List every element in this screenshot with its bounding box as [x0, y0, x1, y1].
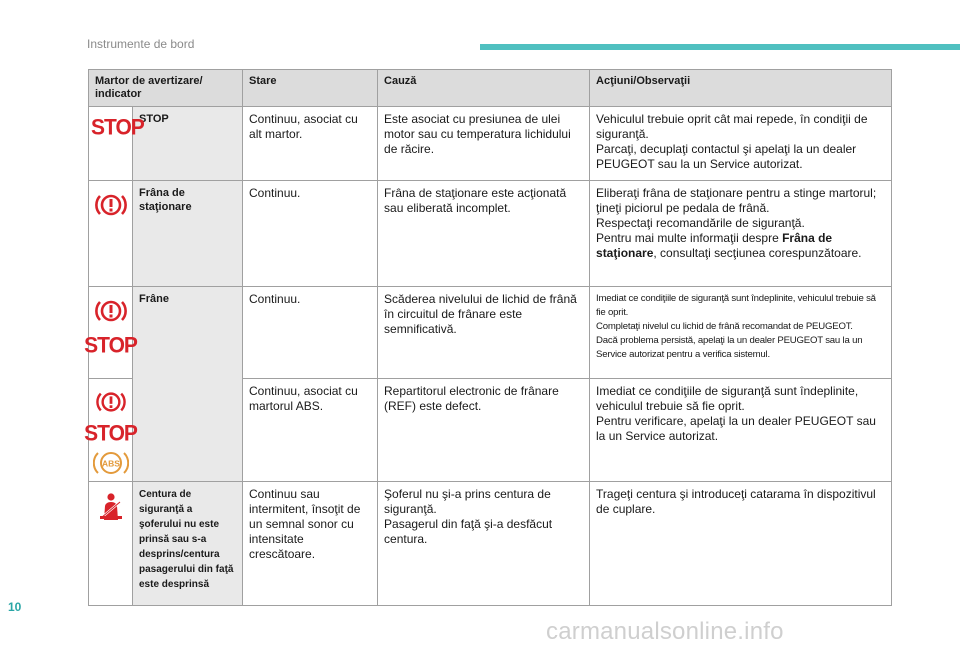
cause-cell: Şoferul nu şi-a prins centura de siguranţă. Pasagerul din faţă şi-a desfăcut centura.	[378, 482, 590, 606]
indicator-name: Centura de siguranţă a şoferului nu este prinsă sau s-a desprins/centura pasagerului din faţă este desprinsă	[133, 482, 243, 606]
brake-warning-icon	[94, 191, 128, 223]
warning-lights-table	[84, 69, 892, 606]
section-title: Instrumente de bord	[87, 37, 195, 51]
header-indicator: Martor de avertizare/ indicator	[89, 70, 243, 107]
table-row	[89, 287, 892, 379]
cause-cell: Repartitorul electronic de frânare (REF) este defect.	[378, 379, 590, 482]
abs-icon-label: ABS	[101, 458, 120, 469]
page-number: 10	[8, 600, 22, 614]
icon-cell	[89, 181, 133, 287]
brake-warning-icon	[94, 389, 128, 419]
header-state: Stare	[243, 70, 378, 107]
indicator-name: STOP	[133, 107, 243, 181]
seatbelt-icon	[98, 492, 124, 526]
stop-icon: STOP	[91, 115, 144, 140]
state-cell: Continuu, asociat cu martorul ABS.	[243, 379, 378, 482]
header-cause: Cauză	[378, 70, 590, 107]
action-cell: Vehiculul trebuie oprit cât mai repede, în condiţii de siguranţă. Parcaţi, decuplaţi contactul şi apelaţi la un dealer PEUGEOT sau la un Service autorizat.	[590, 107, 892, 181]
brake-warning-icon	[94, 297, 128, 329]
action-text: Eliberaţi frâna de staţionare pentru a stinge martorul; ţineţi piciorul pe pedala de frână. Respectaţi recomandările de siguranţă. Pentru mai multe informaţii despre	[596, 186, 877, 245]
table-row	[89, 181, 892, 287]
action-cell	[590, 181, 892, 287]
header-actions: Acţiuni/Observaţii	[590, 70, 892, 107]
watermark[interactable]: carmanualsonline.info	[546, 618, 784, 645]
cause-cell: Este asociat cu presiunea de ulei motor sau cu temperatura lichidului de răcire.	[378, 107, 590, 181]
action-text: , consultaţi secţiunea corespunzătoare.	[653, 246, 862, 260]
table-row	[89, 107, 892, 181]
state-cell: Continuu.	[243, 287, 378, 379]
abs-icon	[93, 449, 129, 481]
cause-cell: Frâna de staţionare este acţionată sau eliberată incomplet.	[378, 181, 590, 287]
indicator-name: Frâne	[133, 287, 243, 482]
stop-icon: STOP	[84, 333, 137, 358]
action-cell: Trageţi centura şi introduceţi catarama în dispozitivul de cuplare.	[590, 482, 892, 606]
cause-cell: Scăderea nivelului de lichid de frână în circuitul de frânare este semnificativă.	[378, 287, 590, 379]
icon-cell	[89, 482, 133, 606]
table-header-row	[89, 70, 892, 107]
stop-icon: STOP	[84, 421, 137, 446]
icon-cell	[89, 107, 144, 181]
state-cell: Continuu, asociat cu alt martor.	[243, 107, 378, 181]
icon-cell	[84, 379, 137, 482]
header-accent-bar	[480, 44, 960, 50]
indicator-name: Frâna de staţionare	[133, 181, 243, 287]
action-text-bold: Frâna de staţionare	[596, 231, 833, 260]
action-cell: Imediat ce condiţiile de siguranţă sunt îndeplinite, vehiculul trebuie să fie oprit. Completaţi nivelul cu lichid de frână recomandat de PEUGEOT. Dacă problema persistă, apelaţi la un dealer PEUGEOT sau la un Service autorizat pentru a verifica sistemul.	[590, 287, 892, 379]
table-row	[89, 482, 892, 606]
icon-cell	[84, 287, 137, 379]
action-cell: Imediat ce condiţiile de siguranţă sunt îndeplinite, vehiculul trebuie să fie oprit. Pentru verificare, apelaţi la un dealer PEUGEOT sau la un Service autorizat.	[590, 379, 892, 482]
state-cell: Continuu sau intermitent, însoţit de un semnal sonor cu intensitate crescătoare.	[243, 482, 378, 606]
state-cell: Continuu.	[243, 181, 378, 287]
